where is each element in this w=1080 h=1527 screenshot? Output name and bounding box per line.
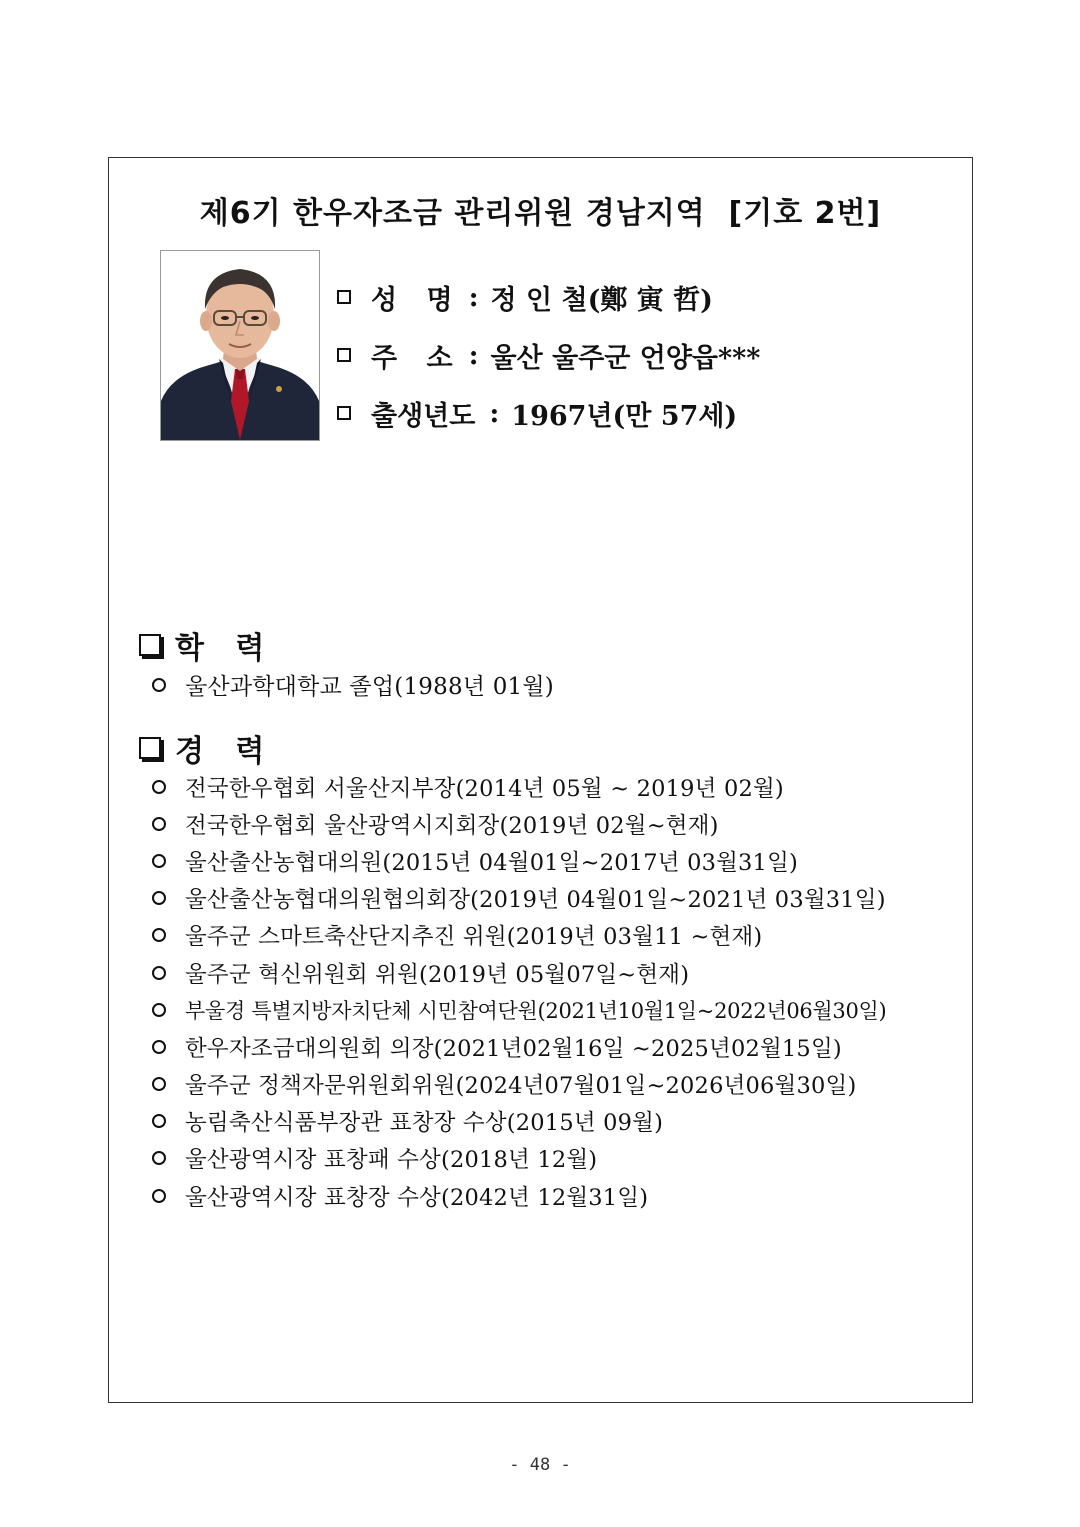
name-label: 성 명: [371, 284, 463, 316]
list-item: [152, 991, 982, 1028]
candidate-portrait: [161, 251, 319, 440]
circle-bullet-icon: [152, 966, 166, 980]
separator: :: [468, 339, 479, 371]
circle-bullet-icon: [152, 1151, 166, 1165]
career-item-text: 울주군 정책자문위원회위원(2024년07월01일~2026년06월30일): [185, 1073, 857, 1100]
list-item: [152, 805, 982, 842]
circle-bullet-icon: [152, 1040, 166, 1054]
career-item-text: 전국한우협회 울산광역시지회장(2019년 02월~현재): [185, 812, 719, 839]
career-item-text: 울산광역시장 표창패 수상(2018년 12월): [185, 1147, 598, 1174]
list-item: [152, 1066, 982, 1103]
list-item: [152, 917, 982, 954]
career-list: [152, 768, 982, 1214]
name-value: 정 인 철(鄭 寅 哲): [490, 284, 713, 316]
circle-bullet-icon: [152, 817, 166, 831]
list-item: [152, 1140, 982, 1177]
circle-bullet-icon: [152, 1114, 166, 1128]
checkbox-bullet-icon: [139, 634, 161, 656]
list-item: [152, 768, 982, 805]
square-bullet-icon: [337, 348, 351, 362]
address-row: [337, 326, 937, 384]
list-item: [152, 954, 982, 991]
list-item: [152, 842, 982, 879]
birth-value: 1967년(만 57세): [511, 400, 738, 432]
career-item-text: 울산출산농협대의원(2015년 04월01일~2017년 03월31일): [185, 849, 798, 876]
list-item: [152, 1028, 982, 1065]
career-item-text: 전국한우협회 서울산지부장(2014년 05월 ~ 2019년 02월): [185, 775, 784, 802]
list-item: [152, 1177, 982, 1214]
career-item-text: 울주군 혁신위원회 위원(2019년 05월07일~현재): [185, 961, 690, 988]
circle-bullet-icon: [152, 854, 166, 868]
education-list: [152, 666, 982, 703]
education-heading-text: 학 력: [175, 631, 265, 666]
candidate-profile-box: [108, 157, 973, 1403]
career-item-text: 울산출산농협대의원협의회장(2019년 04월01일~2021년 03월31일): [185, 887, 886, 914]
career-heading-text: 경 력: [175, 734, 265, 769]
career-heading: [139, 726, 264, 770]
birth-row: [337, 384, 937, 442]
circle-bullet-icon: [152, 1077, 166, 1091]
candidate-photo: [160, 250, 320, 441]
circle-bullet-icon: [152, 891, 166, 905]
page-number: - 48 -: [509, 1455, 571, 1475]
list-item: [152, 666, 982, 703]
address-label: 주 소: [371, 342, 463, 374]
circle-bullet-icon: [152, 780, 166, 794]
profile-info: [337, 268, 937, 442]
circle-bullet-icon: [152, 928, 166, 942]
separator: :: [489, 397, 500, 429]
page-title: 제6기 한우자조금 관리위원 경남지역 [기호 2번]: [199, 196, 882, 231]
list-item: [152, 1103, 982, 1140]
birth-label: 출생년도: [371, 400, 476, 432]
circle-bullet-icon: [152, 1189, 166, 1203]
career-item-text: 한우자조금대의원회 의장(2021년02월16일 ~2025년02월15일): [185, 1035, 842, 1062]
list-item: [152, 880, 982, 917]
address-value: 울산 울주군 언양읍***: [490, 342, 761, 374]
square-bullet-icon: [337, 406, 351, 420]
separator: :: [468, 281, 479, 313]
education-heading: [139, 623, 264, 667]
education-item-text: 울산과학대학교 졸업(1988년 01월): [185, 674, 554, 701]
circle-bullet-icon: [152, 678, 166, 692]
career-item-text: 부울경 특별지방자치단체 시민참여단원(2021년10월1일~2022년06월30일): [185, 998, 887, 1023]
name-row: [337, 268, 937, 326]
circle-bullet-icon: [152, 1003, 166, 1017]
square-bullet-icon: [337, 290, 351, 304]
career-item-text: 농림축산식품부장관 표창장 수상(2015년 09월): [185, 1110, 664, 1137]
career-item-text: 울산광역시장 표창장 수상(2042년 12월31일): [185, 1184, 649, 1211]
career-item-text: 울주군 스마트축산단지추진 위원(2019년 03월11 ~현재): [185, 924, 763, 951]
checkbox-bullet-icon: [139, 737, 161, 759]
